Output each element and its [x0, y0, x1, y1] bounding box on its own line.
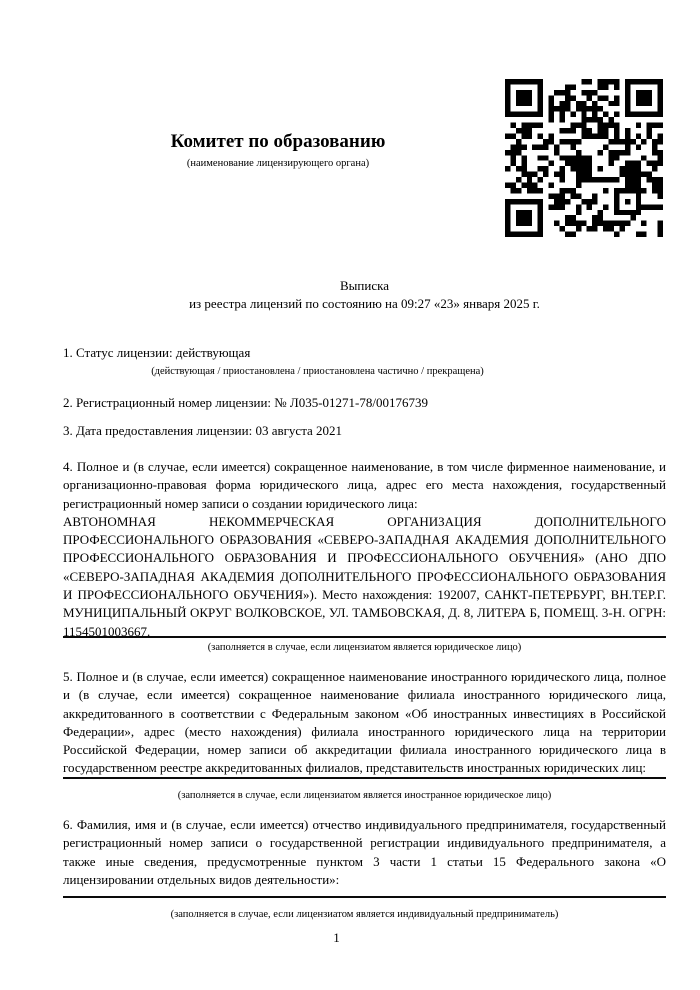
- licensing-authority-name: Комитет по образованию: [170, 131, 386, 152]
- document-title: [63, 277, 666, 314]
- field-foreign-entity-label: 5. Полное и (в случае, если имеется) сокращенное наименование иностранного юридического лица, полное и (в случае, если имеется) сокращенное наименование филиала иностранного юридического лица, аккредитованного в соответствии с Федеральным законом «Об иностранных инвестициях в Российской Федерации», адрес (место нахождения) филиала иностранного юридического лица на территории Российской Федерации, номер записи об аккредитации филиала иностранного юридического лица в государственном реестре аккредитованных филиалов, представительств иностранных юридических лиц:: [63, 669, 666, 776]
- field-registration-number: 2. Регистрационный номер лицензии: № Л035-01271-78/00176739: [63, 395, 429, 410]
- field-license-status-note: (действующая / приостановлена / приостановлена частично / прекращена): [151, 366, 484, 377]
- separator-line: [63, 636, 666, 638]
- field-legal-entity-label: 4. Полное и (в случае, если имеется) сокращенное наименование, в том числе фирменное наименование, и организационно-правовая форма юридического лица, адрес его места нахождения, государственный регистрационный номер записи о создании юридического лица:: [63, 459, 666, 511]
- field-foreign-entity: [63, 668, 666, 778]
- document-title-line1: Выписка: [340, 278, 389, 293]
- field-individual-entrepreneur-note: (заполняется в случае, если лицензиатом является индивидуальный предприниматель): [170, 909, 559, 920]
- qr-code-icon: [505, 79, 663, 237]
- field-legal-entity-value: АВТОНОМНАЯ НЕКОММЕРЧЕСКАЯ ОРГАНИЗАЦИЯ ДОПОЛНИТЕЛЬНОГО ПРОФЕССИОНАЛЬНОГО ОБРАЗОВАНИЯ «СЕВЕРО-ЗАПАДНАЯ АКАДЕМИЯ ДОПОЛНИТЕЛЬНОГО ПРОФЕССИОНАЛЬНОГО ОБРАЗОВАНИЯ И ПРОФЕССИОНАЛЬНОГО ОБУЧЕНИЯ» (АНО ДПО «СЕВЕРО-ЗАПАДНАЯ АКАДЕМИЯ ДОПОЛНИТЕЛЬНОГО ПРОФЕССИОНАЛЬНОГО ОБРАЗОВАНИЯ И ПРОФЕССИОНАЛЬНОГО ОБУЧЕНИЯ»). Место нахождения: 192007, САНКТ-ПЕТЕРБУРГ, ВН.ТЕР.Г. МУНИЦИПАЛЬНЫЙ ОКРУГ ВОЛКОВСКОЕ, УЛ. ТАМБОВСКАЯ, Д. 8, ЛИТЕРА Б, ПОМЕЩ. 3-Н. ОГРН: 1154501003667.: [63, 513, 666, 639]
- separator-line: [63, 896, 666, 898]
- page-number: 1: [333, 930, 340, 945]
- separator-line: [63, 777, 666, 779]
- licensing-authority-caption: (наименование лицензирующего органа): [186, 158, 370, 169]
- field-legal-entity-note: (заполняется в случае, если лицензиатом является юридическое лицо): [207, 642, 522, 653]
- field-foreign-entity-note: (заполняется в случае, если лицензиатом является иностранное юридическое лицо): [177, 790, 552, 801]
- licensing-authority-header: [63, 131, 493, 170]
- field-grant-date: 3. Дата предоставления лицензии: 03 августа 2021: [63, 423, 343, 438]
- field-license-status: 1. Статус лицензии: действующая: [63, 345, 251, 360]
- field-legal-entity: [63, 458, 666, 641]
- field-individual-entrepreneur: [63, 816, 666, 889]
- document-title-line2: из реестра лицензий по состоянию на 09:27 «23» января 2025 г.: [189, 296, 540, 312]
- field-individual-entrepreneur-label: 6. Фамилия, имя и (в случае, если имеется) отчество индивидуального предпринимателя, государственный регистрационный номер записи о государственной регистрации индивидуального предпринимателя, а также иные сведения, предусмотренные пунктом 3 части 1 статьи 15 Федерального закона «О лицензировании отдельных видов деятельности»:: [63, 817, 666, 887]
